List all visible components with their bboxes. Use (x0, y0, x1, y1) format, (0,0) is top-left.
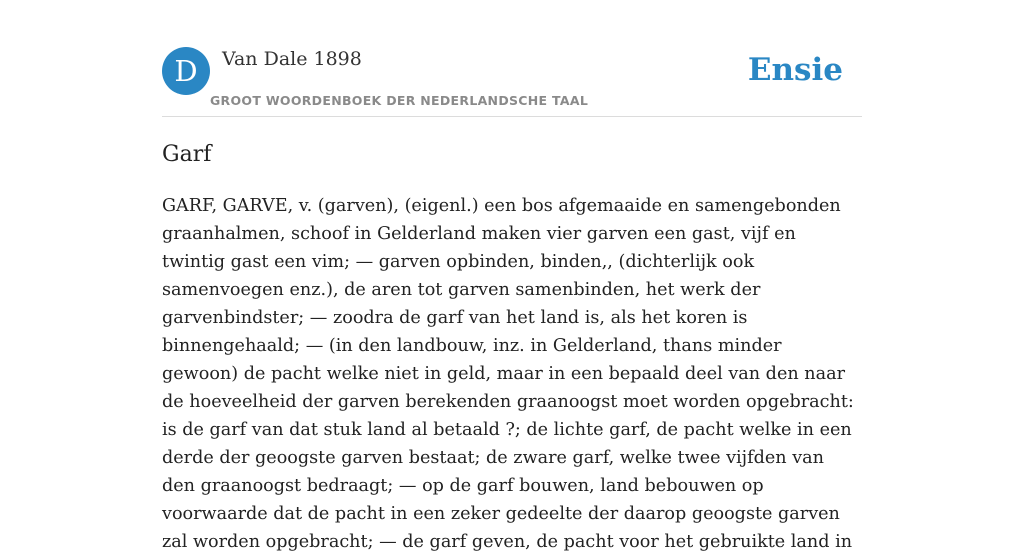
dictionary-source-subtitle: GROOT WOORDENBOEK DER NEDERLANDSCHE TAAL (210, 93, 589, 108)
ensie-logo[interactable]: Ensie (747, 52, 843, 88)
entry-definition: GARF, GARVE, v. (garven), (eigenl.) een bos afgemaaide en samengebonden graanhalmen, schoof in Gelderland maken vier garven een gast, vijf en twintig gast een vim; — garven opbinden, binden,, (dichterlijk ook samenvoegen enz.), de aren tot garven samenbinden, het werk der garvenbindster; — zoodra de garf van het land is, als het koren is binnengehaald; — (in den landbouw, inz. in Gelderland, thans minder gewoon) de pacht welke niet in geld, maar in een bepaald deel van den naar de hoeveelheid der garven berekenden graanoogst moet worden opgebracht: is de garf van dat stuk land al betaald ?; de lichte garf, de pacht welke in een derde der geoogste garven bestaat; de zware garf, welke twee vijfden van den graanoogst bedraagt; — op de garf bouwen, land bebouwen op voorwaarde dat de pacht in een zeker gedeelte der daarop geoogste garven zal worden opgebracht; — de garf geven, de pacht voor het gebruikte land in (162, 196, 854, 552)
dictionary-header (162, 44, 862, 117)
dictionary-source-title[interactable]: Van Dale 1898 (222, 48, 362, 70)
dictionary-avatar[interactable]: D (162, 47, 210, 95)
entry-headword: Garf (162, 142, 212, 167)
